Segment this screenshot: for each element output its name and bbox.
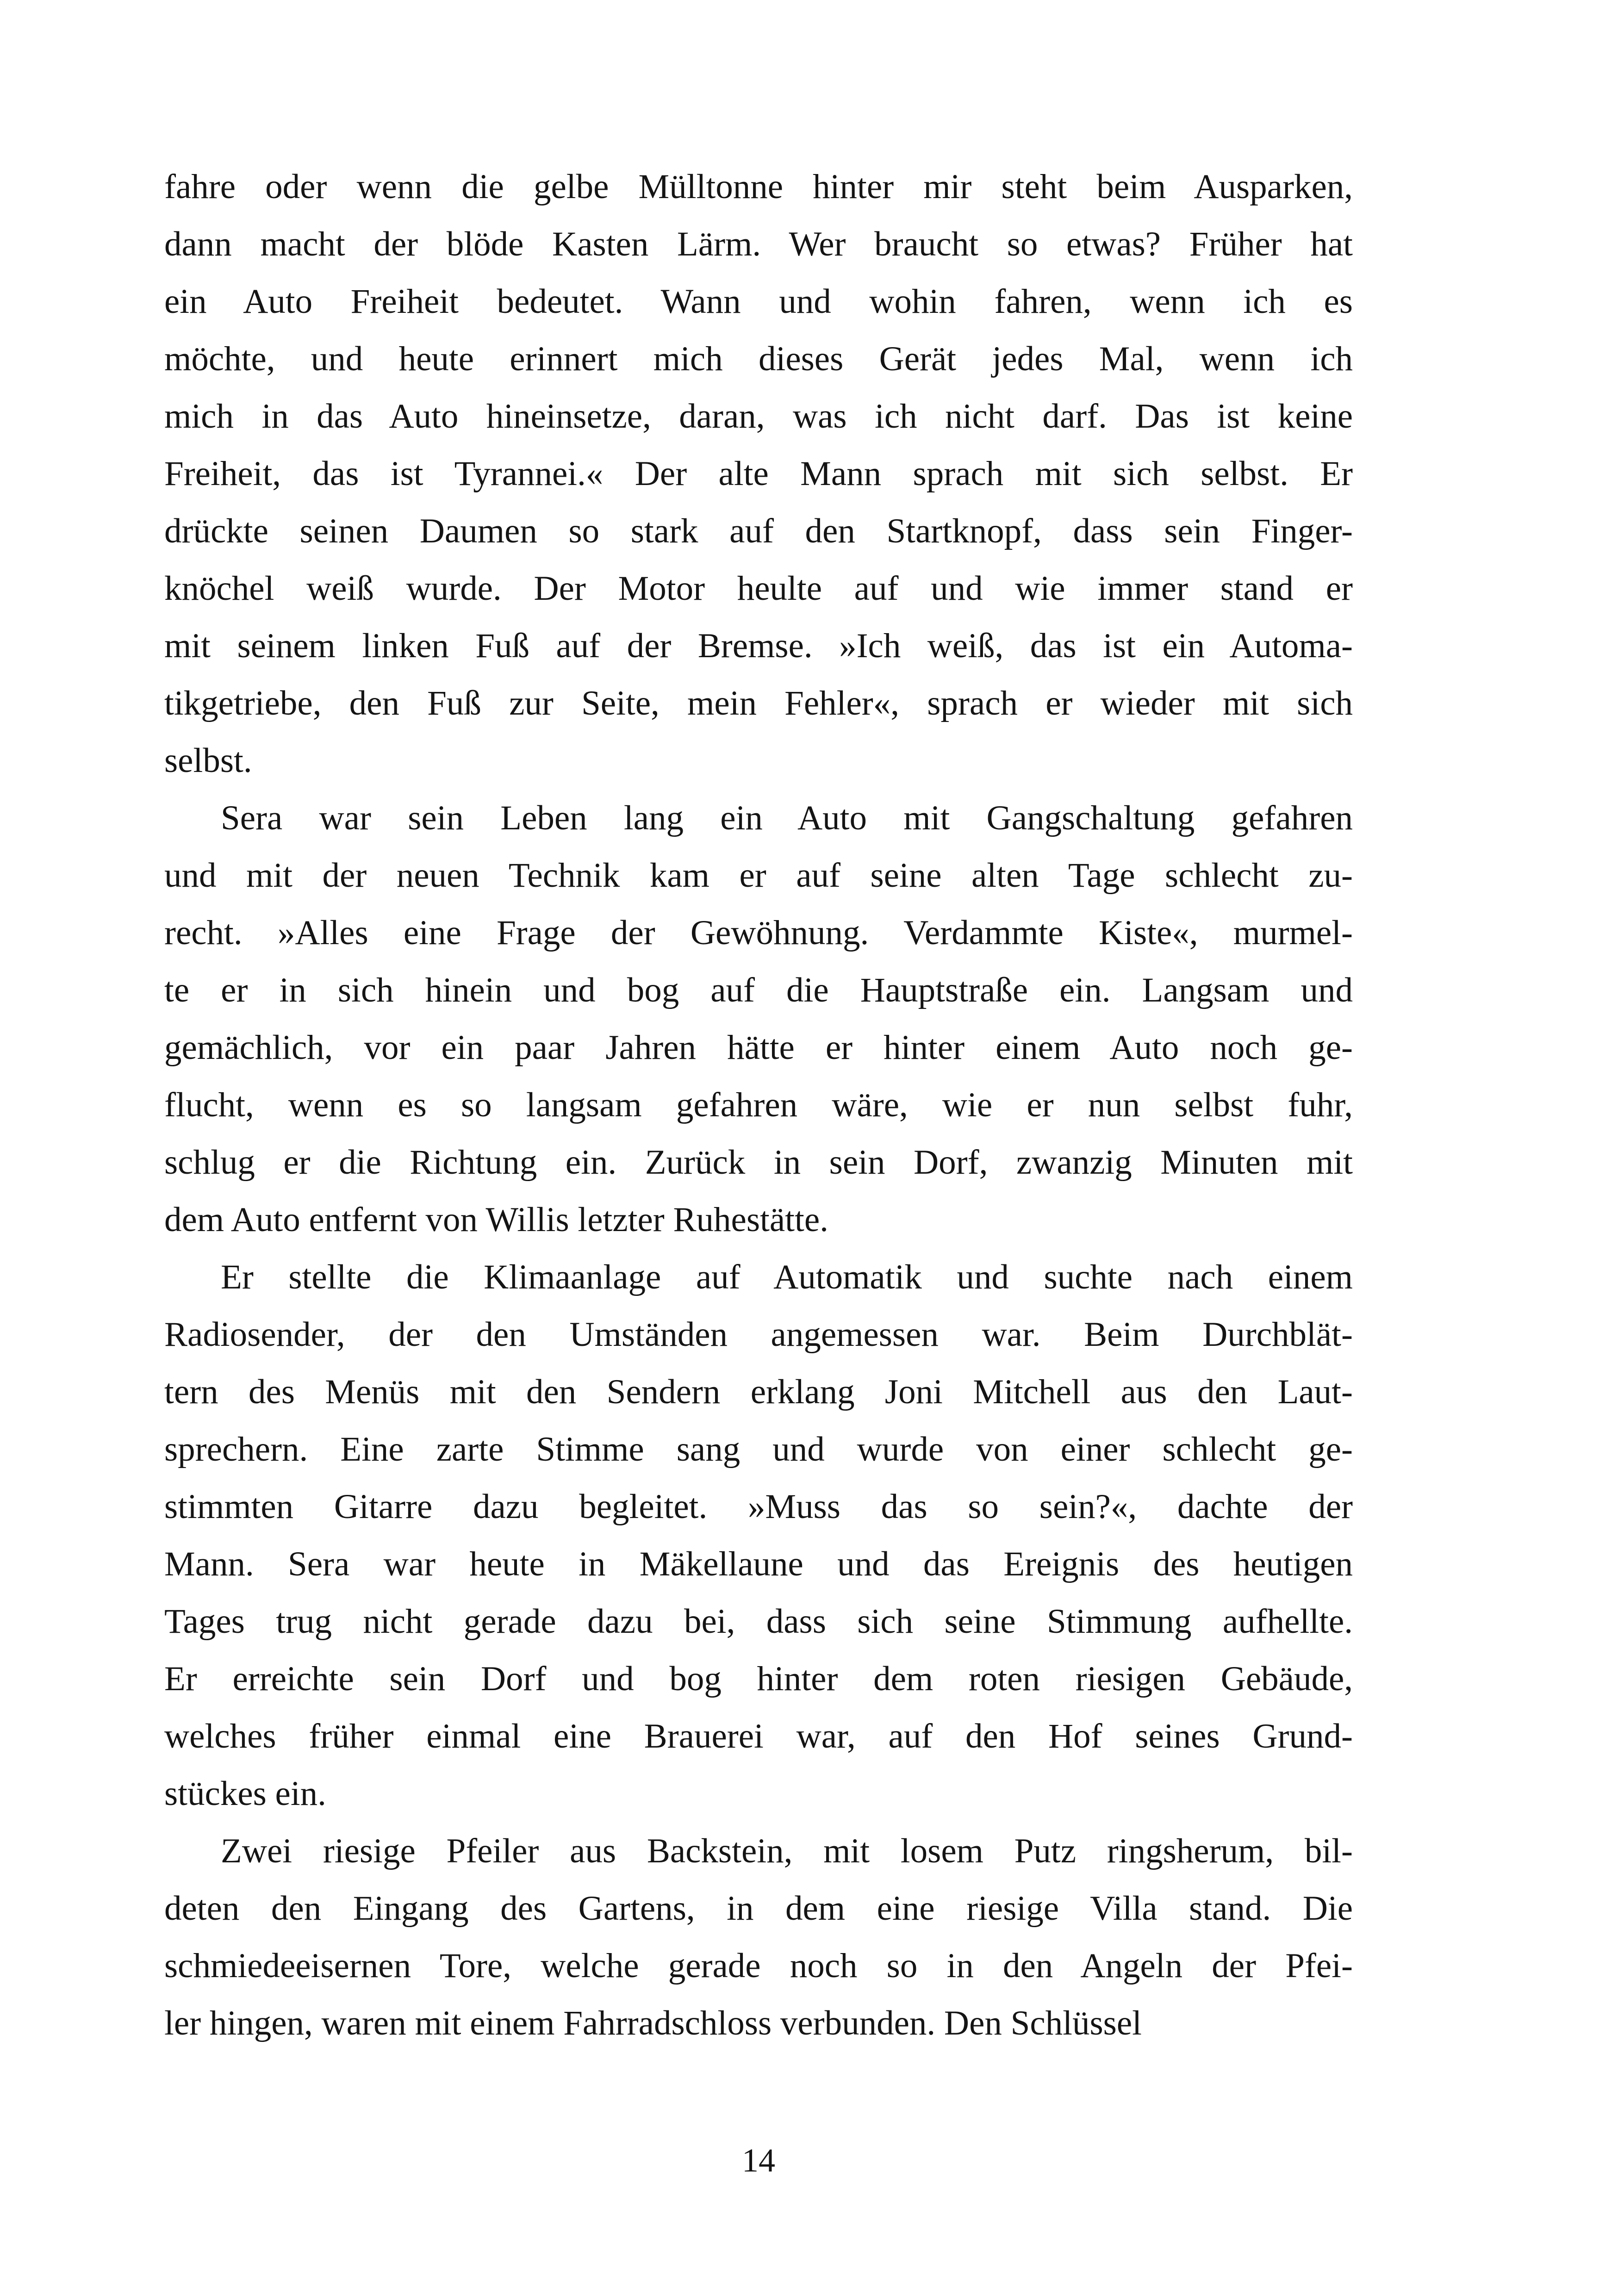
text-line: tikgetriebe, den Fuß zur Seite, mein Fehler«, sprach er wieder mit sich [164, 684, 1353, 722]
text-line: ler hingen, waren mit einem Fahrradschloss verbunden. Den Schlüssel [164, 2004, 1142, 2042]
text-line: tern des Menüs mit den Sendern erklang Joni Mitchell aus den Laut- [164, 1373, 1353, 1411]
text-line: Radiosender, der den Umständen angemessen war. Beim Durchblät- [164, 1315, 1353, 1354]
text-line: dann macht der blöde Kasten Lärm. Wer braucht so etwas? Früher hat [164, 225, 1353, 263]
text-line: schmiedeeisernen Tore, welche gerade noch so in den Angeln der Pfei- [164, 1947, 1353, 1985]
text-line: und mit der neuen Technik kam er auf seine alten Tage schlecht zu- [164, 856, 1353, 895]
text-line: flucht, wenn es so langsam gefahren wäre, wie er nun selbst fuhr, [164, 1086, 1353, 1124]
text-line: mit seinem linken Fuß auf der Bremse. »Ich weiß, das ist ein Automa- [164, 627, 1353, 665]
text-line: Mann. Sera war heute in Mäkellaune und das Ereignis des heutigen [164, 1545, 1353, 1583]
text-line: deten den Eingang des Gartens, in dem eine riesige Villa stand. Die [164, 1889, 1353, 1928]
text-line: fahre oder wenn die gelbe Mülltonne hinter mir steht beim Ausparken, [164, 168, 1353, 206]
text-line: stimmten Gitarre dazu begleitet. »Muss das so sein?«, dachte der [164, 1487, 1353, 1526]
text-line: Er erreichte sein Dorf und bog hinter dem roten riesigen Gebäude, [164, 1660, 1353, 1698]
text-line: Sera war sein Leben lang ein Auto mit Gangschaltung gefahren [221, 799, 1353, 837]
text-line: knöchel weiß wurde. Der Motor heulte auf und wie immer stand er [164, 569, 1353, 608]
text-line: sprechern. Eine zarte Stimme sang und wurde von einer schlecht ge- [164, 1430, 1353, 1468]
text-block [164, 158, 1353, 2052]
text-line: Tages trug nicht gerade dazu bei, dass sich seine Stimmung aufhellte. [164, 1602, 1353, 1641]
text-line: Freiheit, das ist Tyrannei.« Der alte Mann sprach mit sich selbst. Er [164, 454, 1353, 493]
text-line: mich in das Auto hineinsetze, daran, was ich nicht darf. Das ist keine [164, 397, 1353, 436]
paragraph [164, 790, 1353, 1249]
text-line: dem Auto entfernt von Willis letzter Ruhestätte. [164, 1201, 828, 1239]
text-line: Zwei riesige Pfeiler aus Backstein, mit losem Putz ringsherum, bil- [221, 1832, 1353, 1870]
text-line: ein Auto Freiheit bedeutet. Wann und wohin fahren, wenn ich es [164, 282, 1353, 321]
text-line: drückte seinen Daumen so stark auf den Startknopf, dass sein Finger- [164, 512, 1353, 550]
text-line: welches früher einmal eine Brauerei war, auf den Hof seines Grund- [164, 1717, 1353, 1755]
text-line: selbst. [164, 741, 252, 780]
text-line: stückes ein. [164, 1774, 326, 1813]
text-line: recht. »Alles eine Frage der Gewöhnung. Verdammte Kiste«, murmel- [164, 914, 1353, 952]
text-line: schlug er die Richtung ein. Zurück in sein Dorf, zwanzig Minuten mit [164, 1143, 1353, 1182]
paragraph [164, 1823, 1353, 2052]
text-line: te er in sich hinein und bog auf die Hauptstraße ein. Langsam und [164, 971, 1353, 1009]
text-line: gemächlich, vor ein paar Jahren hätte er hinter einem Auto noch ge- [164, 1028, 1353, 1067]
paragraph [164, 158, 1353, 790]
text-line: möchte, und heute erinnert mich dieses Gerät jedes Mal, wenn ich [164, 340, 1353, 378]
paragraph [164, 1249, 1353, 1823]
page-number: 14 [742, 2142, 775, 2179]
text-line: Er stellte die Klimaanlage auf Automatik und suchte nach einem [221, 1258, 1353, 1296]
